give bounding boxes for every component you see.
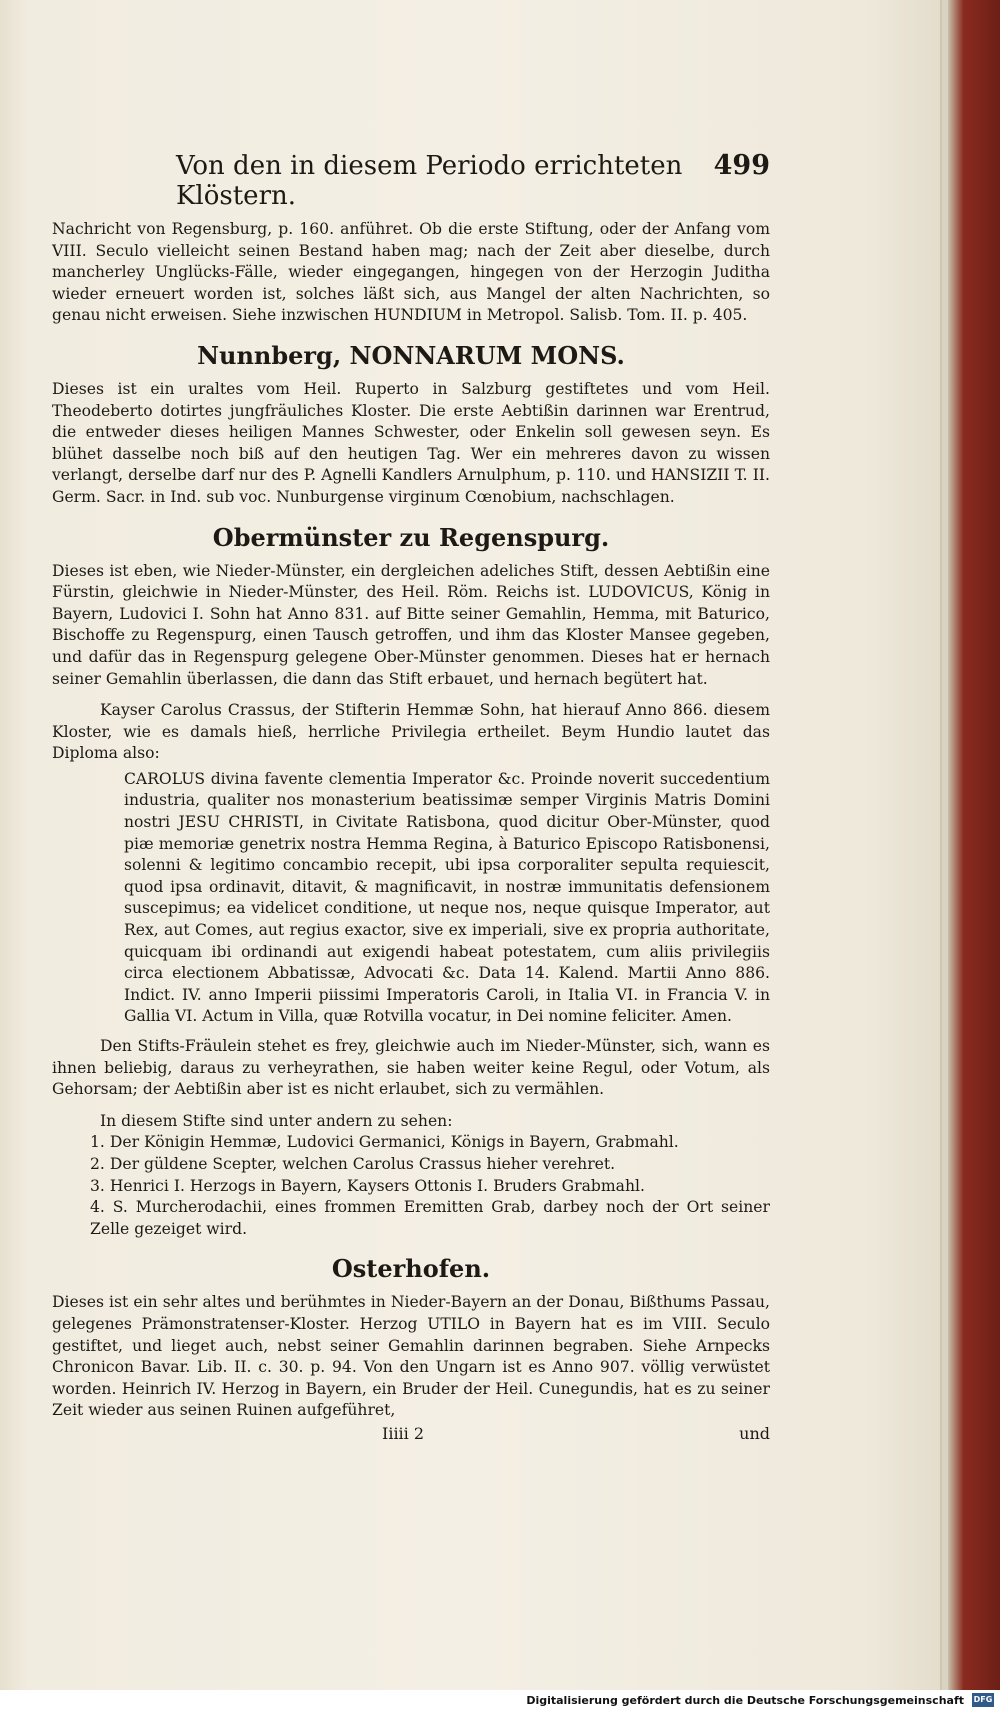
spacer	[52, 690, 770, 700]
diploma-quote: CAROLUS divina favente clementia Imperator &c. Proinde noverit succedentium industria, qualiter nos monasterium beatissimæ semper Virginis Matris Domini nostri JESU CHRISTI, in Civitate Ratisbona, quod dicitur Ober-Münster, quod piæ memoriæ genetrix nostra Hemma Regina, à Baturico Episcopo Ratisbonensi, solenni & legitimo concambio recepit, ubi ipsa corporaliter sepulta requiescit, quod ipsa ordinavit, ditavit, & magnificavit, in nostræ immunitatis defensionem suscepimus; ea videlicet conditione, ut neque nos, neque quisque Imperator, aut Rex, aut Comes, aut regius exactor, sive ex imperiali, sive ex propria authoritate, quicquam ibi ordinandi aut exigendi habeat potestatem, cum aliis privilegiis circa electionem Abbatissæ, Advocati &c. Data 14. Kalend. Martii Anno 886. Indict. IV. anno Imperii piissimi Imperatoris Caroli, in Italia VI. in Francia V. in Gallia VI. Actum in Villa, quæ Rotvilla vocatur, in Dei nomine feliciter. Amen.	[124, 769, 770, 1026]
list-item: 2. Der güldene Scepter, welchen Carolus Crassus hieher verehret.	[90, 1154, 616, 1173]
page-content	[52, 150, 770, 1443]
obermuenster-paragraph-2: Kayser Carolus Crassus, der Stifterin Hemmæ Sohn, hat hierauf Anno 866. diesem Kloster, wie es damals hieß, herrliche Privilegia ertheilet. Beym Hundio lautet das Diploma also:	[52, 701, 770, 763]
spacer	[52, 1101, 770, 1111]
list-item: 3. Henrici I. Herzogs in Bayern, Kaysers Ottonis I. Bruders Grabmahl.	[90, 1176, 645, 1195]
section-heading-obermuenster: Obermünster zu Regenspurg.	[212, 522, 610, 552]
running-title: Von den in diesem Periodo errichteten Klöstern.	[176, 151, 683, 211]
digitization-footer	[0, 1690, 1000, 1710]
catchword: und	[739, 1423, 770, 1443]
obermuenster-paragraph-1: Dieses ist eben, wie Nieder-Münster, ein dergleichen adeliches Stift, dessen Aebtißin eine Fürstin, gleichwie in Nieder-Münster, des Heil. Röm. Reichs ist. LUDOVICUS, König in Bayern, Ludovici I. Sohn hat Anno 831. auf Bitte seiner Gemahlin, Hemma, mit Baturico, Bischoffe zu Regenspurg, einen Tausch getroffen, und ihm das Kloster Mansee gegeben, und dafür das in Regenspurg gelegene Ober-Münster genommen. Dieses hat er hernach seiner Gemahlin überlassen, die dann das Stift erbauet, und hernach begütert hat.	[52, 561, 770, 688]
book-cover-edge	[948, 0, 1000, 1690]
list-item: 4. S. Murcherodachii, eines frommen Eremitten Grab, darbey noch der Ort seiner Zelle gezeiget wird.	[90, 1198, 770, 1238]
list-item: 1. Der Königin Hemmæ, Ludovici Germanici, Königs in Bayern, Grabmahl.	[90, 1133, 679, 1152]
page-number: 499	[713, 150, 770, 181]
obermuenster-list-intro: In diesem Stifte sind unter andern zu sehen:	[100, 1111, 453, 1130]
section-heading-nunnberg: Nunnberg, NONNARUM MONS.	[197, 340, 625, 370]
section-heading-osterhofen: Osterhofen.	[331, 1254, 491, 1284]
page-footer-line	[52, 1424, 770, 1443]
footer-text: Digitalisierung gefördert durch die Deutsche Forschungsgemeinschaft	[526, 1693, 964, 1707]
nunnberg-paragraph: Dieses ist ein uraltes vom Heil. Ruperto in Salzburg gestiftetes und vom Heil. Theodeberto dotirtes jungfräuliches Kloster. Die erste Aebtißin darinnen war Erentrud, die entweder dieses heiligen Mannes Schwester, oder Enkelin soll gewesen seyn. Es blühet dasselbe noch biß auf den heutigen Tag. Wer ein mehreres davon zu wissen verlangt, derselbe darf nur des P. Agnelli Kandlers Arnulphum, p. 110. und HANSIZII T. II. Germ. Sacr. in Ind. sub voc. Nunburgense virginum Cœnobium, nachschlagen.	[52, 379, 770, 506]
running-header	[52, 150, 770, 211]
osterhofen-paragraph: Dieses ist ein sehr altes und berühmtes in Nieder-Bayern an der Donau, Bißthums Passau, gelegenes Prämonstratenser-Kloster. Herzog UTILO in Bayern hat es im VIII. Seculo gestiftet, und lieget auch, nebst seiner Gemahlin darinnen begraben. Siehe Arnpecks Chronicon Bavar. Lib. II. c. 30. p. 94. Von den Ungarn ist es Anno 907. völlig verwüstet worden. Heinrich IV. Herzog in Bayern, ein Bruder der Heil. Cunegundis, hat es zu seiner Zeit wieder aus seinen Ruinen aufgeführet,	[52, 1293, 770, 1420]
signature-mark: Iiiii 2	[382, 1423, 425, 1443]
obermuenster-paragraph-3: Den Stifts-Fräulein stehet es frey, gleichwie auch im Nieder-Münster, sich, wann es ihnen beliebig, daraus zu verheyrathen, sie haben weiter keine Regul, oder Votum, als Gehorsam; der Aebtißin aber ist es nicht erlaubet, sich zu vermählen.	[52, 1037, 770, 1099]
intro-paragraph: Nachricht von Regensburg, p. 160. anführet. Ob die erste Stiftung, oder der Anfang vom VIII. Seculo vielleicht seinen Bestand haben mag; nach der Zeit aber dieselbe, durch mancherley Unglücks-Fälle, wieder eingegangen, hingegen von der Herzogin Juditha wieder erneuert worden ist, solches läßt sich, aus Mangel der alten Nachrichten, so genau nicht erweisen. Siehe inzwischen HUNDIUM in Metropol. Salisb. Tom. II. p. 405.	[52, 220, 770, 325]
dfg-logo-icon: DFG	[972, 1693, 994, 1707]
